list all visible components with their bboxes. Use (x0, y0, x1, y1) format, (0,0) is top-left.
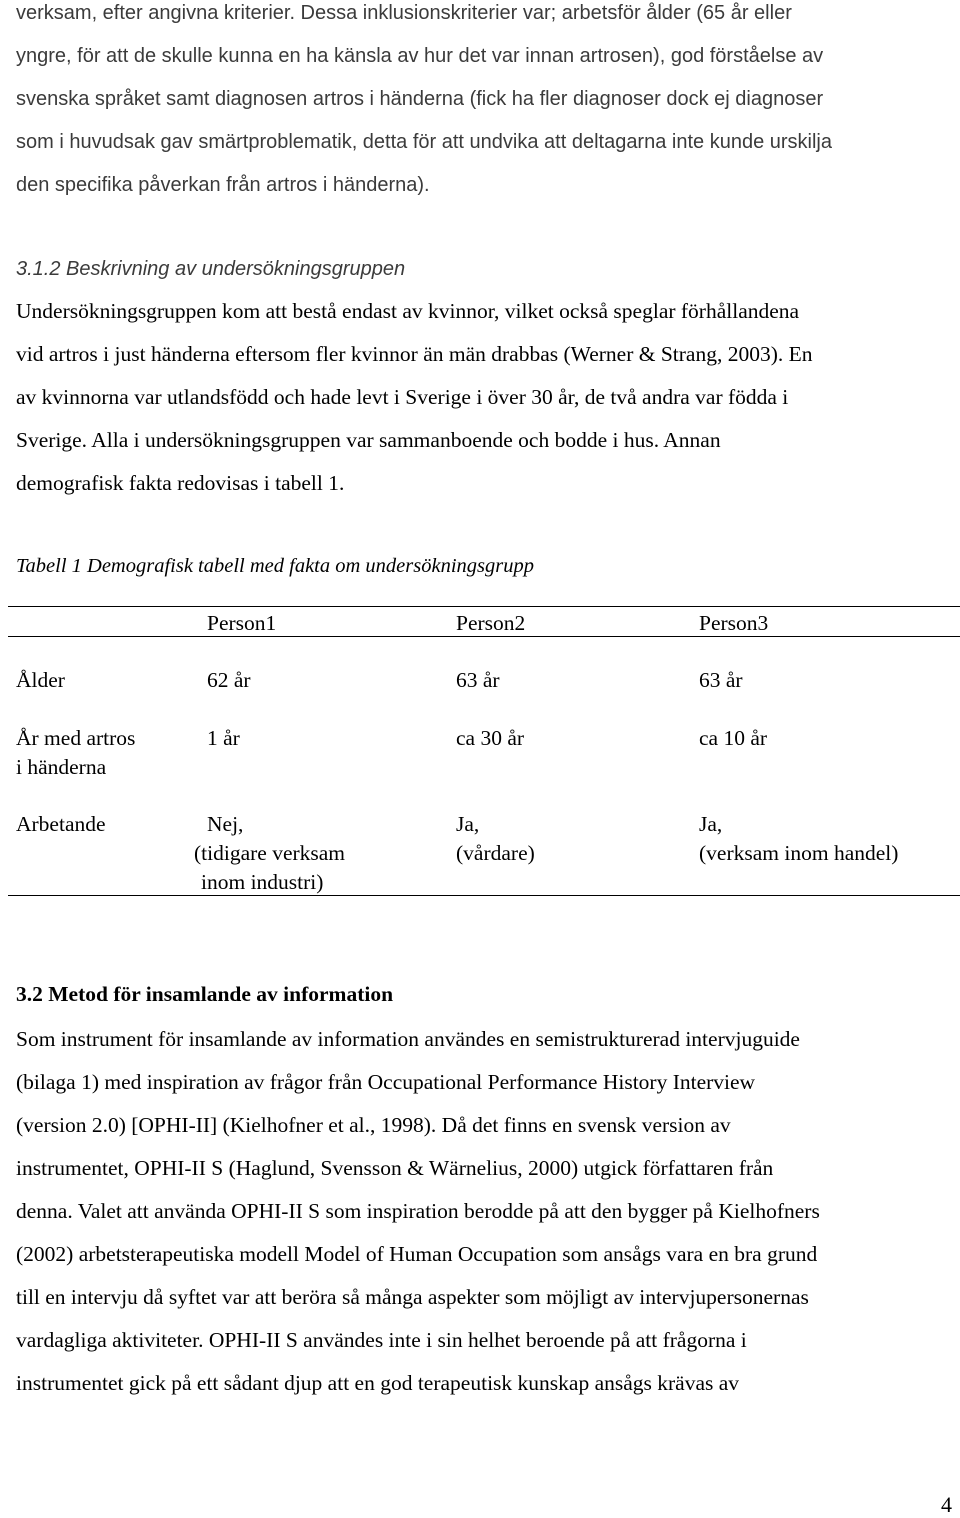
text-line: demografisk fakta redovisas i tabell 1. (16, 471, 345, 495)
text-line: instrumentet gick på ett sådant djup att en god terapeutisk kunskap ansågs krävas av (16, 1371, 740, 1395)
text-line: den specifika påverkan från artros i händerna). (16, 174, 430, 196)
table-cell: ca 10 år (699, 726, 768, 750)
table-header-rule (8, 636, 960, 637)
page-number: 4 (941, 1492, 952, 1517)
table-cell: (verksam inom handel) (699, 841, 899, 865)
text-line: (version 2.0) [OPHI-II] (Kielhofner et al., 1998). Då det finns en svensk version av (16, 1113, 731, 1137)
section-heading-3-1-2: 3.1.2 Beskrivning av undersökningsgruppen (16, 258, 406, 280)
text-line: vid artros i just händerna eftersom fler kvinnor än män drabbas (Werner & Strang, 2003). En (16, 342, 813, 366)
section-heading-3-2: 3.2 Metod för insamlande av information (16, 982, 394, 1006)
text-line: som i huvudsak gav smärtproblematik, detta för att undvika att deltagarna inte kunde urskilja (16, 131, 832, 153)
text-line: yngre, för att de skulle kunna en ha känsla av hur det var innan artrosen), god förståelse av (16, 45, 824, 67)
table-row-label: År med artros (16, 726, 136, 750)
table-header-person2: Person2 (456, 611, 526, 635)
table-cell: ca 30 år (456, 726, 525, 750)
table-cell: Nej, (207, 812, 244, 836)
table-cell: Ja, (699, 812, 723, 836)
text-line: instrumentet, OPHI-II S (Haglund, Svensson & Wärnelius, 2000) utgick författaren från (16, 1156, 774, 1180)
table-row-label: i händerna (16, 755, 107, 779)
section-3-2-paragraph (16, 1018, 946, 1405)
text-line: (2002) arbetsterapeutiska modell Model of Human Occupation som ansågs vara en bra grund (16, 1242, 818, 1266)
text-line: till en intervju då syftet var att beröra så många aspekter som möjligt av intervjupersonernas (16, 1285, 809, 1309)
section-3-1-2-paragraph (16, 290, 946, 505)
text-line: vardagliga aktiviteter. OPHI-II S användes inte i sin helhet beroende på att frågorna i (16, 1328, 747, 1352)
text-line: denna. Valet att använda OPHI-II S som inspiration berodde på att den bygger på Kielhofners (16, 1199, 820, 1223)
table-cell: 63 år (456, 668, 500, 692)
table-row-label: Ålder (16, 668, 65, 692)
text-line: svenska språket samt diagnosen artros i händerna (fick ha fler diagnoser dock ej diagnoser (16, 88, 824, 110)
intro-paragraph (16, 0, 946, 207)
text-line: Sverige. Alla i undersökningsgruppen var sammanboende och bodde i hus. Annan (16, 428, 721, 452)
table-cell: (tidigare verksam (194, 841, 346, 865)
text-line: Som instrument för insamlande av information användes en semistrukturerad intervjuguide (16, 1027, 800, 1051)
text-line: Undersökningsgruppen kom att bestå endast av kvinnor, vilket också speglar förhållandena (16, 299, 800, 323)
table-cell: inom industri) (201, 870, 324, 894)
table-cell: (vårdare) (456, 841, 535, 865)
table-caption: Tabell 1 Demografisk tabell med fakta om undersökningsgrupp (16, 555, 534, 577)
table-cell: Ja, (456, 812, 480, 836)
table-top-rule (8, 606, 960, 607)
text-line: av kvinnorna var utlandsfödd och hade levt i Sverige i över 30 år, de två andra var födda i (16, 385, 789, 409)
table-row-label: Arbetande (16, 812, 106, 836)
table-bottom-rule (8, 895, 960, 896)
text-line: (bilaga 1) med inspiration av frågor från Occupational Performance History Interview (16, 1070, 756, 1094)
table-header-person1: Person1 (207, 611, 277, 635)
table-header-person3: Person3 (699, 611, 769, 635)
table-cell: 62 år (207, 668, 251, 692)
table-cell: 1 år (207, 726, 240, 750)
text-line: verksam, efter angivna kriterier. Dessa inklusionskriterier var; arbetsför ålder (65 år eller (16, 2, 792, 24)
table-cell: 63 år (699, 668, 743, 692)
